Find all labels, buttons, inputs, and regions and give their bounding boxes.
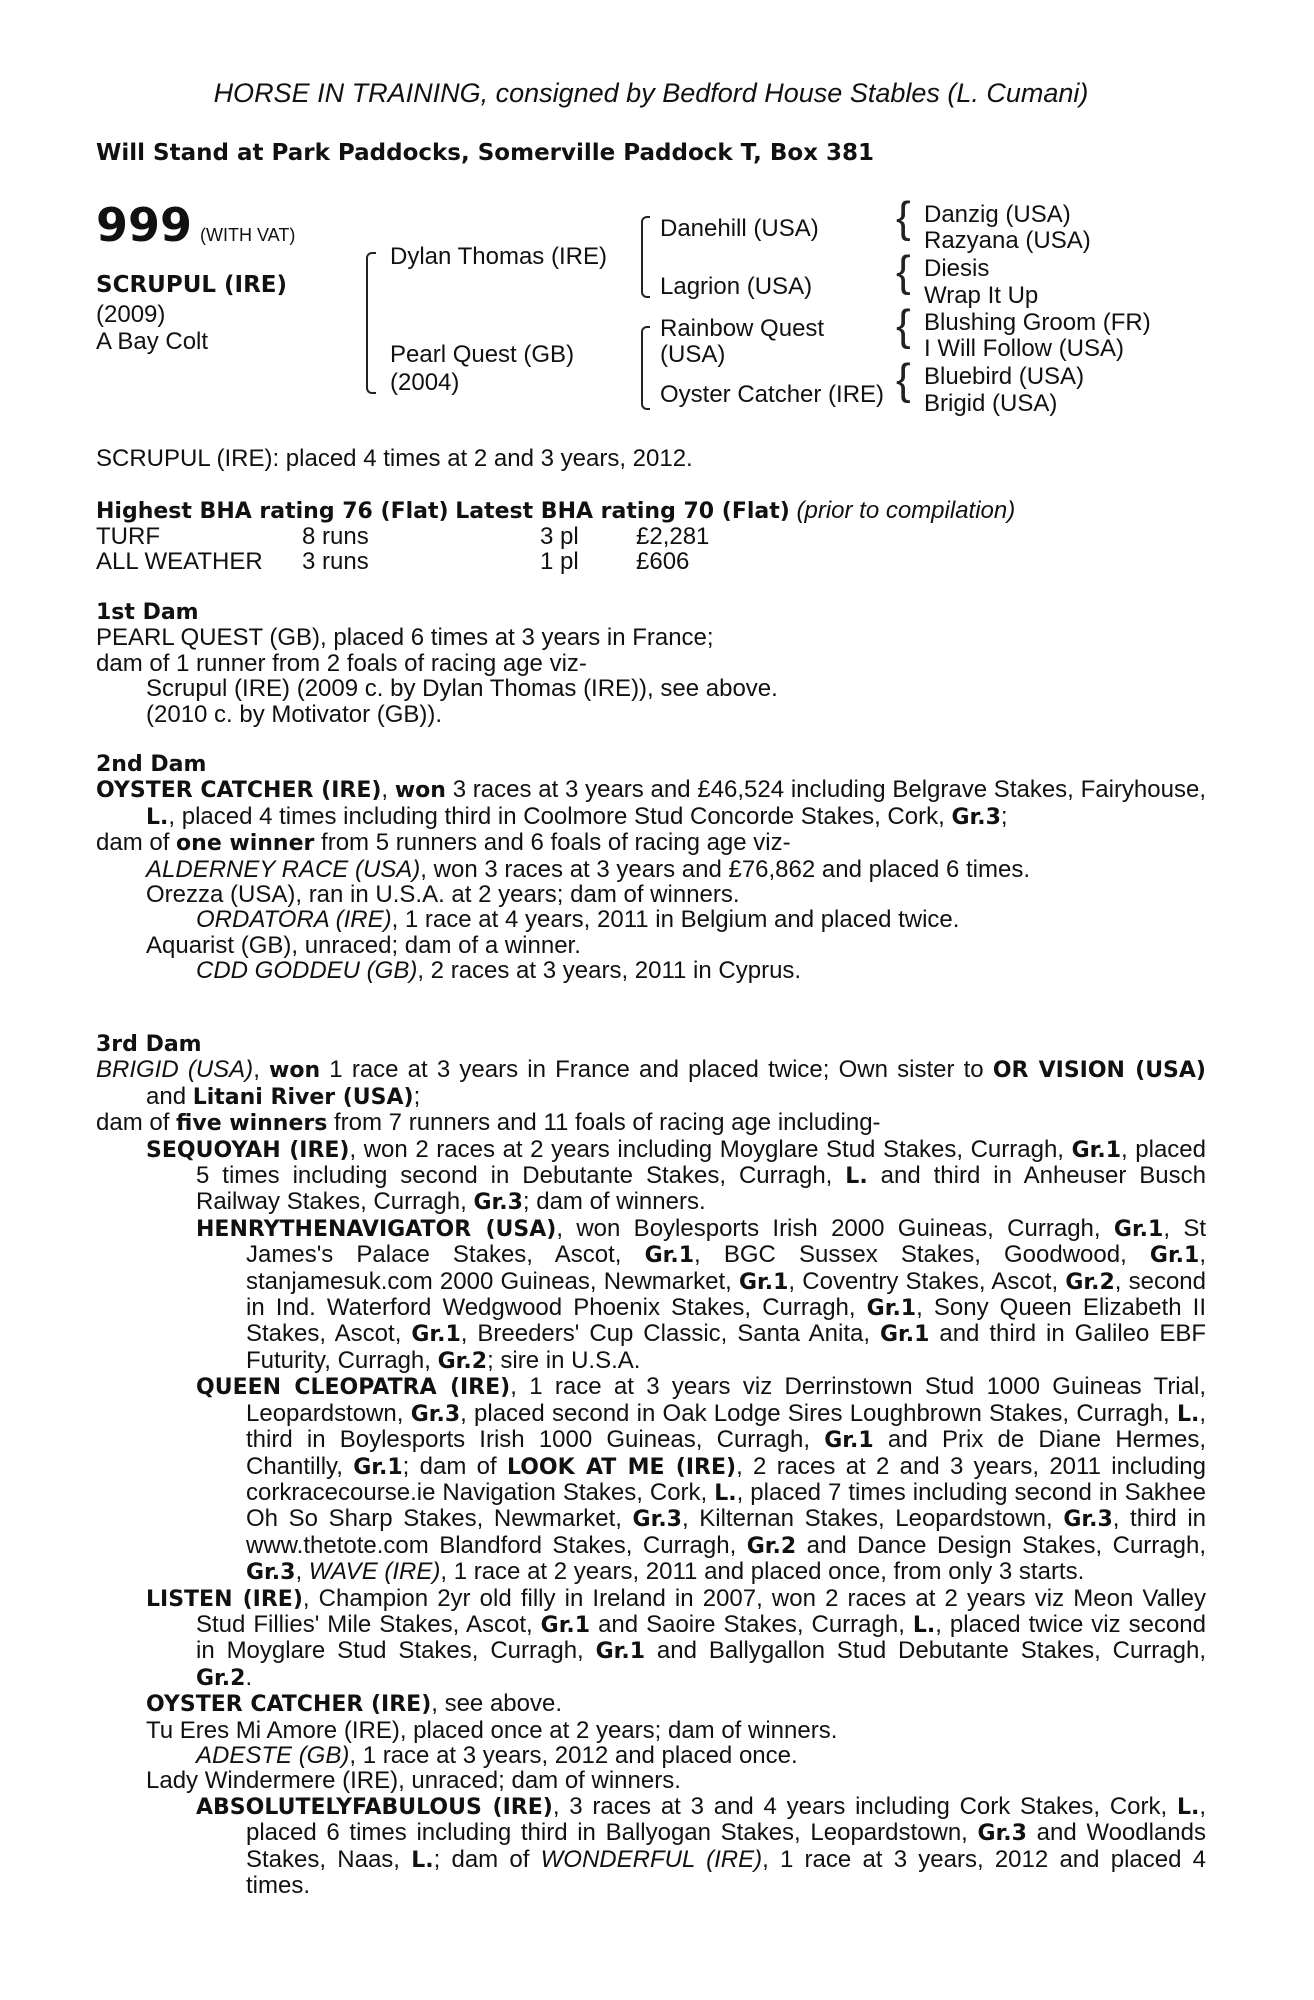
entry-text: and third in Galileo EBF Futurity, Curragh, [246,1320,1206,1374]
offspring-text: , 1 race at 4 years, 2011 in Belgium and placed twice. [391,906,960,934]
dam-of-text: from 7 runners and 11 foals of racing age including- [327,1109,881,1137]
entry-text: , placed second in Oak Lodge Sires Loughbrown Stakes, Curragh, [460,1399,1177,1427]
offspring-entry [96,1216,1206,1374]
offspring-entry [96,1794,1206,1899]
entry-text: , see above. [431,1690,563,1718]
offspring-name: OYSTER CATCHER (IRE) [146,1692,432,1718]
offspring-name: CDD GODDEU (GB) [196,957,418,985]
grade-label: Gr.3 [410,1401,461,1427]
offspring-name: LOOK AT ME (IRE) [506,1454,737,1480]
offspring-line [96,907,1206,932]
pedigree-dsd: I Will Follow (USA) [924,335,1125,362]
grade-label: Gr.1 [879,1322,930,1348]
entry-text: , placed twice viz second in Moyglare Stud Stakes, Curragh, [196,1610,1206,1665]
listed-label: L. [1176,1794,1200,1820]
pedigree-brace: { [896,193,911,242]
offspring-entry: Tu Eres Mi Amore (IRE), placed once at 2 years; dam of winners. [146,1716,838,1744]
entry-text: , placed 5 times including second in Debutante Stakes, Curragh, [196,1135,1206,1190]
entry-text: ; dam of winners. [522,1188,706,1216]
entry-text: and Dance Design Stakes, Curragh, [796,1531,1206,1559]
third-dam-section [96,1032,1206,1898]
prize: £2,281 [636,523,710,551]
entry-text: , Coventry Stakes, Ascot, [788,1267,1066,1295]
race-record-table [96,524,709,574]
pedigree-bracket [366,252,376,394]
offspring-entry [96,1691,1206,1717]
dam-name: OYSTER CATCHER (IRE) [96,778,382,804]
offspring-name: SEQUOYAH (IRE) [146,1137,350,1163]
table-row [96,549,709,574]
sister-name: Litani River (USA) [192,1084,414,1110]
dam-of-text: from 5 runners and 6 foals of racing age viz- [314,829,791,857]
placed: 1 pl [540,548,579,576]
pedigree-sire-dam: Lagrion (USA) [660,273,813,300]
grade-label: Gr.1 [353,1454,403,1480]
surface: TURF [96,523,160,551]
entry-text: , BGC Sussex Stakes, Goodwood, [694,1241,1150,1269]
grade-label: Gr.1 [1113,1216,1164,1242]
grade-label: Gr.3 [632,1507,682,1533]
stand-location: Will Stand at Park Paddocks, Somerville Paddock T, Box 381 [96,140,875,166]
pedigree-sss: Danzig (USA) [924,201,1071,228]
grade-label: Gr.1 [644,1243,695,1269]
grade-label: Gr.1 [738,1269,789,1295]
ratings-line [96,498,1206,524]
entry-text: , St James's Palace Stakes, Ascot, [246,1214,1207,1269]
offspring-line: Orezza (USA), ran in U.S.A. at 2 years; dam of winners. [146,881,740,909]
won-label: won [394,778,446,804]
pedigree-sds: Diesis [924,255,990,282]
pedigree-dam-sire-2: (USA) [660,341,726,368]
table-row [96,524,709,549]
grade-label: Gr.1 [1071,1137,1122,1163]
placed: 3 pl [540,523,579,551]
pedigree-dam-sire: Rainbow Quest [660,315,825,342]
pedigree-sdd: Wrap It Up [924,282,1039,309]
grade-label: Gr.1 [411,1322,461,1348]
dam-of-line [96,1110,1206,1136]
entry-text: , 1 race at 3 years, 2012 and placed once. [349,1741,798,1769]
grade-label: Gr.1 [540,1612,591,1638]
entry-text: , won 2 races at 2 years including Moyglare Stud Stakes, Curragh, [349,1135,1072,1163]
entry-text: , [295,1558,309,1586]
offspring-name: ALDERNEY RACE (USA) [146,855,421,883]
entry-text: and Saoire Stakes, Curragh, [590,1610,913,1638]
third-dam-heading: 3rd Dam [96,1032,202,1057]
winners-count: one winner [176,831,315,857]
entry-text: , third in www.thetote.com Blandford Stakes, Curragh, [246,1505,1207,1559]
record-text: 3 races at 3 years and £46,524 including Belgrave Stakes, Fairyhouse, [445,776,1206,804]
offspring-name: WAVE (IRE) [308,1558,441,1586]
prize: £606 [636,548,690,576]
entry-text: , stanjamesuk.com 2000 Guineas, Newmarket, [246,1241,1207,1295]
entry-text: and Prix de Diane Hermes, Chantilly, [246,1426,1207,1480]
entry-text: , Champion 2yr old filly in Ireland in 2007, won 2 races at 2 years viz Meon Valley Stud Fillies' Mile Stakes, Ascot, [196,1584,1206,1638]
entry-text: and Ballygallon Stud Debutante Stakes, Curragh, [645,1637,1206,1665]
grade-label: Gr.1 [866,1296,917,1322]
surface: ALL WEATHER [96,548,263,576]
second-dam-section [96,752,1206,984]
offspring-entry [96,1137,1206,1216]
pedigree-bracket [641,216,650,298]
grade-label: Gr.1 [824,1428,874,1454]
offspring-text: , 2 races at 3 years, 2011 in Cyprus. [417,957,802,985]
offspring-entry [96,1743,1206,1768]
pedigree-dam-dam: Oyster Catcher (IRE) [660,381,885,408]
pedigree-sire-sire: Danehill (USA) [660,215,819,242]
horse-description: A Bay Colt [96,328,209,355]
pedigree-sire: Dylan Thomas (IRE) [390,243,607,270]
entry-text: , Kilternan Stakes, Leopardstown, [681,1505,1064,1533]
record-text: 1 race at 3 years in France and placed twice; Own sister to [320,1056,993,1084]
entry-text: , Sony Queen Elizabeth II Stakes, Ascot, [246,1294,1207,1348]
grade-label: Gr.2 [196,1665,246,1691]
offspring-line [96,857,1206,882]
horse-year: (2009) [96,301,166,328]
grade-label: Gr.2 [437,1348,488,1374]
pedigree-brace: { [896,355,911,404]
offspring-entry [96,1586,1206,1692]
first-dam-section [96,600,1206,727]
second-dam-heading: 2nd Dam [96,752,207,777]
rating-note: (prior to compilation) [796,497,1016,524]
entry-text: , second in Ind. Waterford Wedgwood Phoenix Stakes, Curragh, [246,1267,1207,1322]
runs: 3 runs [302,548,369,576]
latest-rating: Latest BHA rating 70 (Flat) [455,499,790,524]
grade-label: Gr.1 [1149,1243,1200,1269]
dam-name: BRIGID (USA) [96,1056,254,1084]
entry-text: , 1 race at 3 years, 2012 and placed 4 times. [246,1845,1207,1899]
offspring-name: WONDERFUL (IRE) [540,1845,763,1873]
horse-name: SCRUPUL (IRE) [96,272,288,298]
won-label: won [269,1058,321,1084]
offspring-entry: Lady Windermere (IRE), unraced; dam of winners. [146,1767,681,1795]
comma: , [253,1056,270,1084]
offspring-line [96,958,1206,983]
entry-text: , Breeders' Cup Classic, Santa Anita, [460,1320,880,1348]
dam-of-text: dam of [96,1109,177,1137]
listed-label: L. [845,1164,868,1190]
offspring-text: , won 3 races at 3 years and £76,862 and placed 6 times. [420,855,1031,883]
grade-label: Gr.2 [1065,1269,1115,1295]
entry-text: , third in Boylesports Irish 1000 Guineas, Curragh, [246,1399,1207,1454]
pedigree-dds: Bluebird (USA) [924,363,1085,390]
offspring-name: ABSOLUTELYFABULOUS (IRE) [196,1794,553,1820]
pedigree-ssd: Razyana (USA) [924,227,1091,254]
entry-text: and Woodlands Stakes, Naas, [246,1819,1207,1873]
entry-text: ; dam of [402,1452,507,1480]
listed-label: L. [146,804,169,830]
offspring-line: Aquarist (GB), unraced; dam of a winner. [146,931,581,959]
first-dam-heading: 1st Dam [96,600,199,625]
grade-label: Gr.3 [1063,1507,1113,1533]
listed-label: L. [1176,1401,1200,1427]
grade-label: Gr.3 [951,804,1001,830]
lot-number: 999 [96,198,193,252]
offspring-name: LISTEN (IRE) [146,1586,303,1612]
grade-label: Gr.3 [246,1560,296,1586]
pedigree-dam: Pearl Quest (GB) [390,341,575,368]
offspring-entry [96,1374,1206,1585]
entry-text: , 1 race at 3 years viz Derrinstown Stud 1000 Guineas Trial, Leopardstown, [246,1373,1206,1427]
pedigree-dam-year: (2004) [390,369,460,396]
dam-of-line [96,830,1206,856]
second-dam-record [96,777,1206,830]
ratings-section [96,498,1206,574]
entry-text: ; dam of [433,1845,541,1873]
record-text: ; [413,1082,421,1110]
entry-text: , placed 6 times including third in Ballyogan Stakes, Leopardstown, [246,1792,1206,1847]
comma: , [381,776,395,804]
entry-text: and third in Anheuser Busch Railway Stakes, Curragh, [196,1162,1206,1216]
entry-text: , placed 7 times including second in Sakhee Oh So Sharp Stakes, Newmarket, [246,1478,1206,1533]
entry-text: , 3 races at 3 and 4 years including Cork Stakes, Cork, [552,1792,1177,1820]
offspring-name: ADESTE (GB) [196,1741,350,1769]
first-dam-line: PEARL QUEST (GB), placed 6 times at 3 years in France; [96,624,714,652]
first-dam-line: dam of 1 runner from 2 foals of racing age viz- [96,649,587,677]
entry-text: , won Boylesports Irish 2000 Guineas, Curragh, [556,1214,1114,1242]
pedigree-ddd: Brigid (USA) [924,390,1058,417]
offspring-line: Scrupul (IRE) (2009 c. by Dylan Thomas (IRE)), see above. [146,675,778,703]
vat-note: (WITH VAT) [200,225,296,245]
listed-label: L. [714,1480,737,1506]
pedigree-brace: { [896,247,911,296]
grade-label: Gr.1 [595,1639,646,1665]
page-header: HORSE IN TRAINING, consigned by Bedford House Stables (L. Cumani) [213,78,1089,108]
pedigree-dss: Blushing Groom (FR) [924,309,1151,336]
entry-text: ; sire in U.S.A. [487,1346,641,1374]
entry-text: , 1 race at 2 years, 2011 and placed once, from only 3 starts. [440,1558,1085,1586]
grade-label: Gr.3 [473,1190,523,1216]
third-dam-record [96,1057,1206,1110]
dam-of-text: dam of [96,829,177,857]
grade-label: Gr.3 [977,1821,1027,1847]
pedigree-brace: { [896,301,911,350]
offspring-name: QUEEN CLEOPATRA (IRE) [196,1375,511,1401]
offspring-name: HENRYTHENAVIGATOR (USA) [196,1216,557,1242]
record-text: , placed 4 times including third in Coolmore Stud Concorde Stakes, Cork, [168,802,952,830]
entry-text: , 2 races at 2 and 3 years, 2011 including corkracecourse.ie Navigation Stakes, Cork, [246,1452,1206,1506]
summary: SCRUPUL (IRE): placed 4 times at 2 and 3 years, 2012. [96,445,693,472]
offspring-name: ORDATORA (IRE) [196,906,392,934]
winners-count: five winners [176,1111,328,1137]
record-text: ; [1000,802,1008,830]
sister-name: OR VISION (USA) [992,1058,1206,1084]
entry-text: . [245,1663,253,1691]
lot-block [96,198,295,252]
highest-rating: Highest BHA rating 76 (Flat) [96,499,449,524]
listed-label: L. [912,1612,936,1638]
pedigree-bracket [641,326,650,410]
listed-label: L. [411,1847,434,1873]
grade-label: Gr.2 [746,1533,797,1559]
offspring-line: (2010 c. by Motivator (GB)). [146,700,443,728]
record-text: and [146,1082,193,1110]
runs: 8 runs [302,523,369,551]
